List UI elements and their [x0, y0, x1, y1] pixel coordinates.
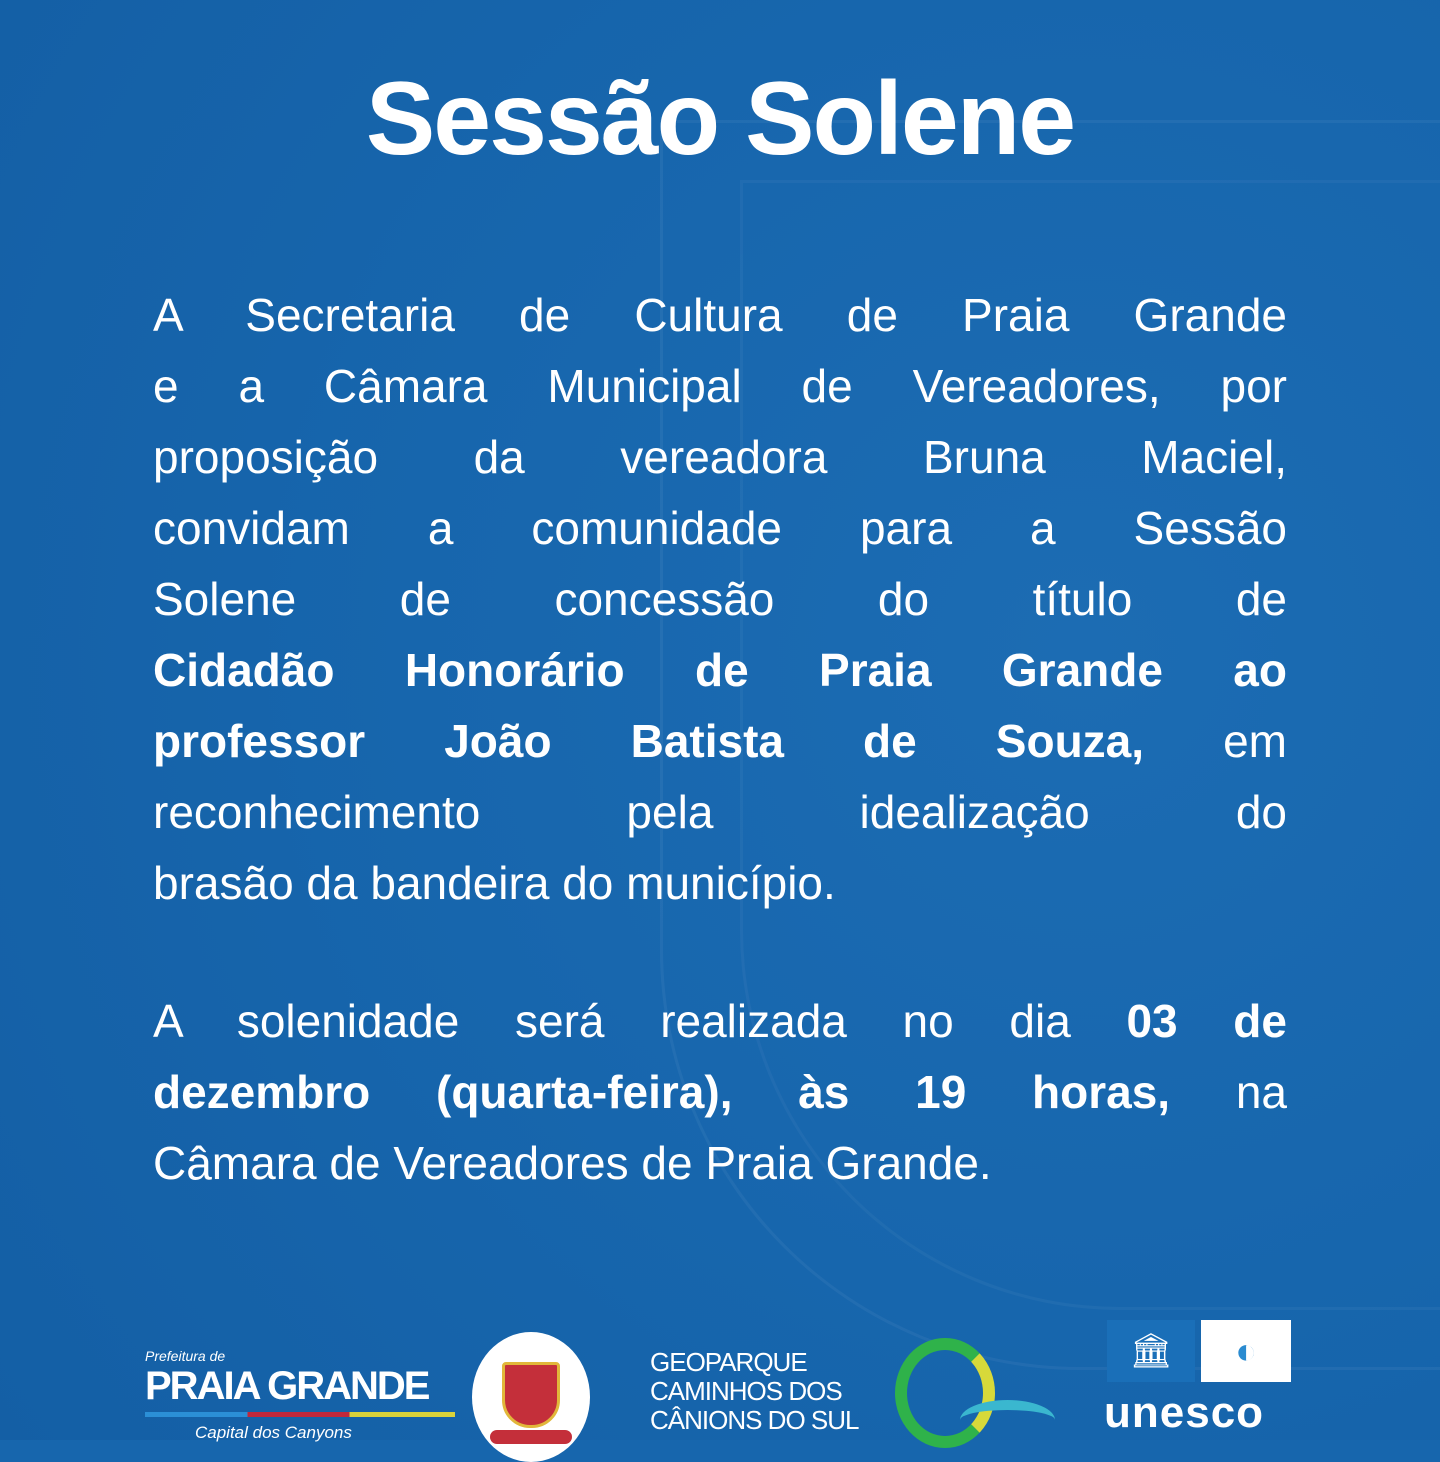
bold-text: professor João Batista de Souza,	[153, 715, 1145, 767]
text-line	[153, 351, 1287, 422]
body-text: brasão da bandeira do município.	[153, 857, 836, 909]
geoparque-logo-text	[650, 1348, 859, 1435]
body-text: proposição da vereadora Bruna Maciel,	[153, 431, 1287, 483]
text-line	[153, 1057, 1287, 1128]
bold-text: dezembro (quarta-feira), às 19 horas,	[153, 1066, 1171, 1118]
text-line	[153, 493, 1287, 564]
text-line	[153, 777, 1287, 848]
prefeitura-slogan: Capital dos Canyons	[195, 1423, 352, 1442]
body-text: A solenidade será realizada no dia	[153, 995, 1127, 1047]
unesco-wordmark: unesco	[1104, 1388, 1265, 1437]
body-text: em	[1144, 715, 1287, 767]
body-text: A Secretaria de Cultura de Praia Grande	[153, 289, 1287, 341]
body-text: na	[1170, 1066, 1287, 1118]
body-text: Solene de concessão do título de	[153, 573, 1287, 625]
prefeitura-logo	[145, 1348, 455, 1443]
text-line	[153, 986, 1287, 1057]
geoparque-line: CÂNIONS DO SUL	[650, 1405, 859, 1435]
bold-text: 03 de	[1126, 995, 1287, 1047]
geopark-globe-icon: ◐	[1201, 1320, 1291, 1382]
body-text: Câmara de Vereadores de Praia Grande.	[153, 1137, 992, 1189]
text-line	[153, 422, 1287, 493]
geoparque-line: CAMINHOS DOS	[650, 1376, 842, 1406]
geoparque-wave-icon	[960, 1400, 1055, 1440]
unesco-temple-icon: 🏛	[1107, 1320, 1195, 1382]
text-line	[153, 635, 1287, 706]
event-details-paragraph	[153, 986, 1287, 1199]
text-line	[153, 564, 1287, 635]
body-text: convidam a comunidade para a Sessão	[153, 502, 1287, 554]
prefeitura-name: PRAIA GRANDE	[145, 1364, 429, 1408]
shield-shape	[502, 1362, 560, 1428]
text-line	[153, 706, 1287, 777]
ribbon-shape	[490, 1430, 572, 1444]
body-text: e a Câmara Municipal de Vereadores, por	[153, 360, 1287, 412]
geoparque-line: GEOPARQUE	[650, 1347, 807, 1377]
text-line	[153, 280, 1287, 351]
text-line	[153, 848, 1287, 919]
municipal-coat-of-arms-icon	[472, 1332, 590, 1462]
color-bar	[145, 1412, 455, 1417]
page-title: Sessão Solene	[365, 61, 1075, 177]
body-text: reconhecimento pela idealização do	[153, 786, 1287, 838]
invitation-paragraph	[153, 280, 1287, 919]
prefeitura-prefix: Prefeitura de	[145, 1348, 226, 1364]
bold-text: Cidadão Honorário de Praia Grande ao	[153, 644, 1287, 696]
footer-logos	[0, 1320, 1440, 1440]
text-line	[153, 1128, 1287, 1199]
